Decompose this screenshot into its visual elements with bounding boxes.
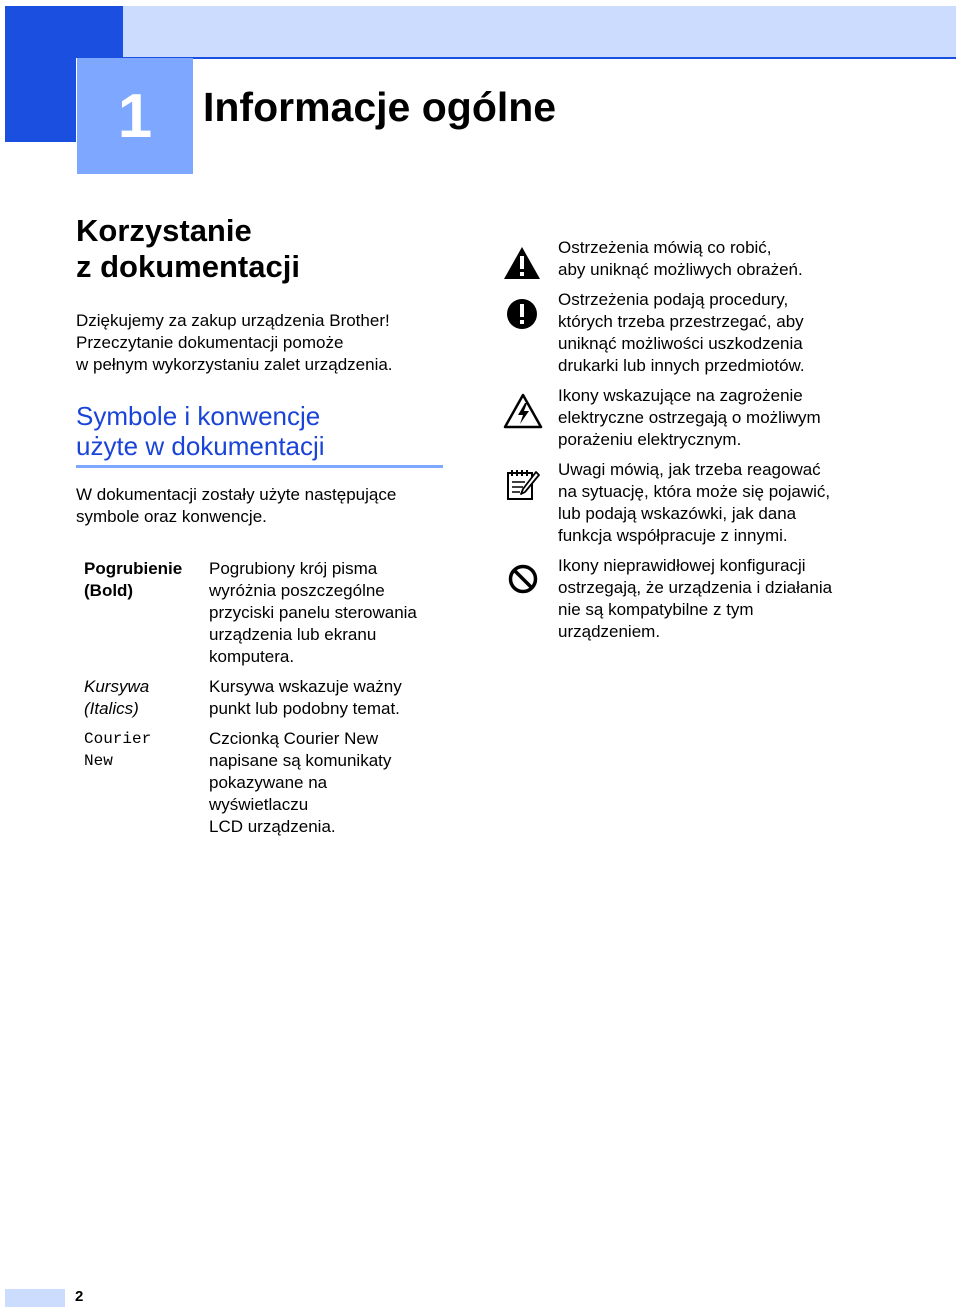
convention-term-mono — [84, 728, 151, 772]
convention-desc-mono — [209, 728, 391, 838]
term-line: Kursywa — [84, 677, 150, 696]
chapter-title: Informacje ogólne — [203, 84, 557, 130]
desc-line: lub podają wskazówki, jak dana — [558, 504, 797, 523]
desc-line: wyróżnia poszczególne — [209, 581, 385, 600]
desc-line: urządzenia lub ekranu — [209, 625, 377, 644]
desc-line: ostrzegają, że urządzenia i działania — [558, 578, 833, 597]
desc-line: aby uniknąć możliwych obrażeń. — [558, 260, 803, 279]
desc-line: Pogrubiony krój pisma — [209, 559, 378, 578]
section-title-line: Korzystanie — [76, 213, 252, 248]
prohibited-icon — [507, 563, 539, 595]
desc-line: Ostrzeżenia mówią co robić, — [558, 238, 772, 257]
term-line: Courier — [84, 730, 152, 748]
desc-line: Uwagi mówią, jak trzeba reagować — [558, 460, 821, 479]
paragraph-line: Przeczytanie dokumentacji pomoże — [76, 333, 344, 352]
desc-line: na sytuację, która może się pojawić, — [558, 482, 831, 501]
subsection-title-line: użyte w dokumentacji — [76, 431, 325, 461]
convention-term-bold — [84, 558, 182, 602]
paragraph-line: W dokumentacji zostały użyte następujące — [76, 485, 397, 504]
desc-line: nie są kompatybilne z tym — [558, 600, 754, 619]
electrical-hazard-icon — [503, 393, 543, 429]
desc-line: wyświetlaczu — [209, 795, 309, 814]
desc-line: Ikony nieprawidłowej konfiguracji — [558, 556, 806, 575]
subsection-intro — [76, 484, 396, 528]
term-line: New — [84, 752, 113, 770]
symbol-desc-electrical — [558, 385, 821, 451]
desc-line: LCD urządzenia. — [209, 817, 336, 836]
symbol-desc-caution — [558, 289, 805, 377]
header-rule — [123, 57, 956, 59]
header-band — [123, 6, 956, 57]
term-line: (Bold) — [84, 581, 134, 600]
desc-line: których trzeba przestrzegać, aby — [558, 312, 804, 331]
desc-line: Ostrzeżenia podają procedury, — [558, 290, 789, 309]
desc-line: porażeniu elektrycznym. — [558, 430, 742, 449]
subsection-rule — [76, 465, 443, 468]
paragraph-line: w pełnym wykorzystaniu zalet urządzenia. — [76, 355, 393, 374]
desc-line: przyciski panelu sterowania — [209, 603, 417, 622]
desc-line: napisane są komunikaty — [209, 751, 392, 770]
symbol-desc-prohibited — [558, 555, 832, 643]
desc-line: uniknąć możliwości uszkodzenia — [558, 334, 803, 353]
convention-desc-italic — [209, 676, 402, 720]
desc-line: komputera. — [209, 647, 295, 666]
note-pad-icon — [505, 466, 541, 502]
paragraph-line: Dziękujemy za zakup urządzenia Brother! — [76, 311, 390, 330]
desc-line: drukarki lub innych przedmiotów. — [558, 356, 805, 375]
term-line: Pogrubienie — [84, 559, 183, 578]
symbol-desc-note — [558, 459, 830, 547]
paragraph-line: symbole oraz konwencje. — [76, 507, 267, 526]
desc-line: Kursywa wskazuje ważny — [209, 677, 402, 696]
symbol-desc-warning — [558, 237, 803, 281]
desc-line: elektryczne ostrzegają o możliwym — [558, 408, 821, 427]
caution-exclamation-icon — [506, 298, 538, 330]
warning-triangle-icon — [503, 246, 541, 280]
desc-line: Ikony wskazujące na zagrożenie — [558, 386, 803, 405]
section-intro — [76, 310, 393, 376]
page-number: 2 — [75, 1288, 84, 1305]
convention-term-italic — [84, 676, 149, 720]
convention-desc-bold — [209, 558, 417, 668]
section-title-line: z dokumentacji — [76, 249, 300, 284]
footer-bar — [5, 1289, 65, 1307]
desc-line: punkt lub podobny temat. — [209, 699, 400, 718]
desc-line: Czcionką Courier New — [209, 729, 379, 748]
desc-line: urządzeniem. — [558, 622, 661, 641]
section-title — [76, 213, 300, 285]
desc-line: funkcja współpracuje z innymi. — [558, 526, 788, 545]
subsection-title — [76, 401, 325, 461]
desc-line: pokazywane na — [209, 773, 328, 792]
chapter-number: 1 — [76, 58, 193, 175]
term-line: (Italics) — [84, 699, 139, 718]
subsection-title-line: Symbole i konwencje — [76, 401, 321, 431]
